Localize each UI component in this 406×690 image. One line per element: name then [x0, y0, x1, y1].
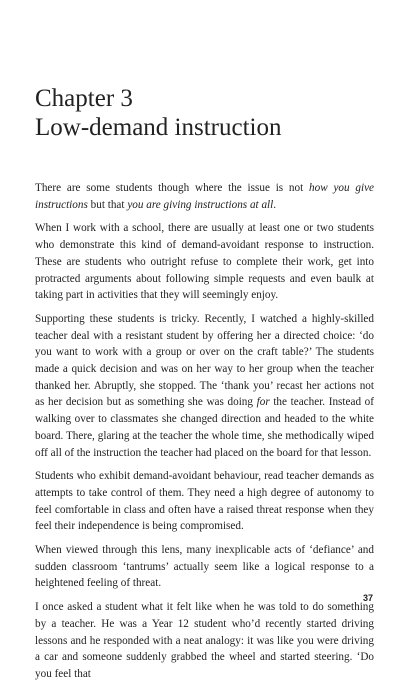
chapter-body — [35, 180, 374, 690]
page-number: 37 — [362, 593, 373, 603]
paragraph-5: When viewed through this lens, many inexplicable acts of ‘defiance’ and sudden classroom ‘tantrums’ actually seem like a logical response to a heightened feeling of threat. — [35, 544, 374, 590]
paragraph-3 — [35, 311, 374, 461]
paragraph-1 — [35, 180, 374, 213]
paragraph-4: Students who exhibit demand-avoidant behaviour, read teacher demands as attempts to take control of them. They need a high degree of autonomy to feel comfortable in class and often have a raised threat response when they feel their independence is being compromised. — [35, 470, 374, 533]
paragraph-3-text-a: Supporting these students is tricky. Recently, I watched a highly-skilled teacher deal with a resistant student by offering her a directed choice: ‘do you want to work with a group or over on the craft table?’ The students made a quick decision and was on her way to her group when the teacher thanked her. Abruptly, she stopped. The ‘thank you’ recast her actions not as her decision but as something she was doing — [35, 312, 374, 409]
chapter-heading — [35, 84, 375, 142]
paragraph-1-text-c: . — [273, 198, 277, 211]
paragraph-3-emphasis: for — [256, 396, 270, 409]
paragraph-1-text-a: There are some students though where the issue is not — [35, 182, 310, 194]
chapter-title: Low-demand instruction — [35, 114, 282, 141]
paragraph-1-emphasis-b: you are giving instructions at all — [127, 198, 274, 211]
paragraph-1-text-b: but that — [87, 198, 128, 211]
paragraph-2: When I work with a school, there are usually at least one or two students who demonstrate this kind of demand-avoidant response to instruction. These are students who outright refuse to complete their work, get into protracted arguments about following simple requests and even baulk at taking part in activities that they will seemingly enjoy. — [35, 222, 374, 302]
paragraph-6: I once asked a student what it felt like when he was told to do something by a teacher. He was a Year 12 student who’d recently started driving lessons and he responded with a neat analogy: it was like you were driving a car and someone suddenly grabbed the wheel and started steering. ‘Do you feel that — [35, 601, 374, 680]
paragraph-1-emphasis-a: how you give instructions — [35, 182, 375, 211]
paragraph-3-text-b: the teacher. Instead of walking over to classmates she changed direction and headed to the white board. There, glaring at the teacher the whole time, she methodically wiped off all of the instruction the teacher had placed on the board for that lesson. — [35, 396, 374, 459]
chapter-number: Chapter 3 — [35, 85, 133, 112]
